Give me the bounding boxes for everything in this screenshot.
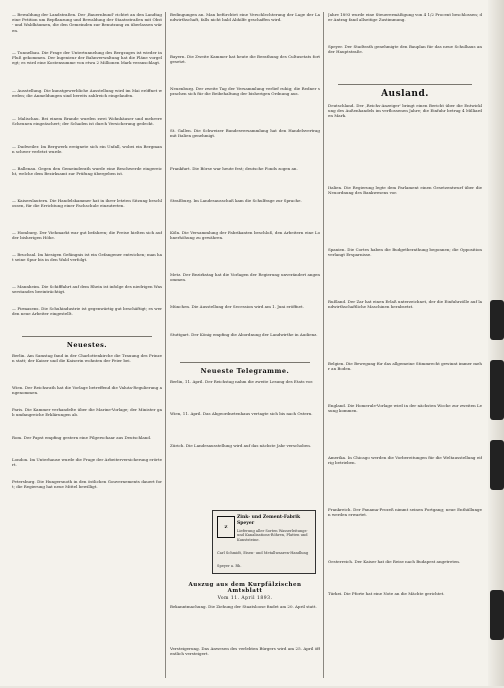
- facing-page-figure: [490, 440, 504, 490]
- article-paragraph: Jahre 1893 wurde eine Steuerermäßigung von 4 1/2 Procent beschlossen; der Antrag fand allseitige Zustimmung.: [328, 12, 482, 23]
- article-paragraph: Bayern. Die Zweite Kammer hat heute die Berathung des Cultusetats fortgesetzt.: [170, 54, 320, 65]
- advertisement-title: Zink- und Zement-Fabrik Speyer: [237, 515, 301, 526]
- facing-page-figure: [490, 360, 504, 420]
- section-divider: [180, 362, 310, 363]
- article-paragraph: Frankfurt. Die Börse war heute fest; deutsche Fonds zogen an.: [170, 166, 298, 171]
- article-paragraph: — Kaiserslautern. Die Handelskammer hat in ihrer letzten Sitzung beschlossen, für die Errichtung einer Fachschule einzutreten.: [12, 198, 162, 209]
- section-divider: [338, 84, 472, 85]
- left-column: [12, 12, 162, 511]
- article-paragraph: Türkei. Die Pforte hat eine Note an die Mächte gerichtet.: [328, 591, 445, 596]
- advertisement-text: Lieferung aller Sorten Wasserleitungs- und Kanalisations-Röhren, Platten und Kunststeine.: [237, 529, 308, 542]
- article-paragraph: Spanien. Die Cortes haben die Budgetberathung begonnen; die Opposition verlangt Ersparnisse.: [328, 247, 482, 258]
- article-paragraph: Petersburg. Die Hungersnoth in den östlichen Gouvernements dauert fort; die Regierung hat neue Mittel bewilligt.: [12, 479, 162, 490]
- section-heading: Ausland.: [381, 89, 429, 99]
- article-paragraph: — Dudweiler. Im Bergwerk ereignete sich ein Unfall, wobei ein Bergmann schwer verletzt wurde.: [12, 144, 162, 155]
- article-paragraph: — Tunnelbau. Die Frage der Untertunnelung des Bergzuges ist wieder in Fluß gekommen. Der Ingenieur der Bahnverwaltung hat die Pläne vorgelegt; es wird eine Kostensumme von etwa 2 Millionen Mark veranschlagt.: [12, 50, 162, 66]
- article-paragraph: — Pirmasens. Die Schuhindustrie ist gegenwärtig gut beschäftigt; es werden neue Arbeiter eingestellt.: [12, 306, 162, 317]
- amtsblatt-heading: Auszug aus dem Kurpfälzischen Amtsblatt: [188, 582, 302, 594]
- article-paragraph: — Bruchsal. Im hiesigen Gefängnis ist ein Gefangener entwichen; man hat seine Spur bis in den Wald verfolgt.: [12, 252, 162, 263]
- article-paragraph: London. Im Unterhause wurde die Frage der Arbeiterversicherung erörtert.: [12, 457, 162, 468]
- column-divider: [323, 12, 324, 678]
- article-paragraph: Wien, 11. April. Das Abgeordnetenhaus vertagte sich bis nach Ostern.: [170, 411, 313, 416]
- article-paragraph: Köln. Die Versammlung der Fabrikanten beschloß, den Arbeitern eine Lohnerhöhung zu gewähren.: [170, 230, 320, 241]
- amtsblatt-section: [170, 580, 320, 688]
- article-paragraph: Belgien. Die Bewegung für das allgemeine Stimmrecht gewinnt immer mehr an Boden.: [328, 361, 482, 372]
- section-heading: Neuestes.: [66, 341, 108, 349]
- advertisement-company: Carl Schmidt, Eisen- und Metallwaaren-Handlung: [217, 551, 309, 555]
- article-paragraph: Italien. Die Regierung legte dem Parlament einen Gesetzentwurf über die Neuordnung des Bankwesens vor.: [328, 185, 482, 196]
- article-paragraph: Versteigerung. Das Anwesen des verlebten Bürgers wird am 25. April öffentlich versteigert.: [170, 646, 320, 657]
- advertiser-logo: Z: [217, 516, 235, 538]
- article-paragraph: Deutschland. Der ‚Reichs-Anzeiger' bringt einen Bericht über die Entwicklung des Außenhandels im verflossenen Jahre; die Einfuhr betrug 4 Milliarden Mark.: [328, 103, 482, 119]
- article-paragraph: St. Gallen. Die Schweizer Bundesversammlung hat den Handelsvertrag mit Italien genehmigt.: [170, 128, 320, 139]
- article-paragraph: Oesterreich. Der Kaiser hat die Reise nach Budapest angetreten.: [328, 559, 461, 564]
- advertisement-box: [212, 510, 316, 574]
- section-divider: [22, 336, 152, 337]
- article-paragraph: Neuenburg. Der zweite Tag der Versammlung verlief ruhig; die Redner sprachen sich für die Beibehaltung der bisherigen Ordnung aus.: [170, 86, 320, 97]
- advertisement-location: Speyer a. Rh.: [217, 564, 242, 568]
- article-paragraph: — Homburg. Der Viehmarkt war gut befahren; die Preise hielten sich auf der bisherigen Höhe.: [12, 230, 162, 241]
- article-paragraph: Stuttgart. Der König empfing die Abordnung der Landwirthe in Audienz.: [170, 332, 318, 337]
- article-paragraph: Zürich. Die Landesausstellung wird auf das nächste Jahr verschoben.: [170, 443, 312, 448]
- article-paragraph: — Ballenau. Gegen den Gemeinderath wurde eine Beschwerde eingereicht, welche dem Bezirksamt zur Prüfung übergeben ist.: [12, 166, 162, 177]
- article-paragraph: Paris. Die Kammer verhandelte über die Marine-Vorlage; der Minister gab umfangreiche Erklärungen ab.: [12, 407, 162, 418]
- facing-page-figure: [490, 590, 504, 640]
- article-paragraph: — Ausstellung. Die kunstgewerbliche Ausstellung wird im Mai eröffnet werden; die Anmeldungen sind bereits zahlreich eingelaufen.: [12, 88, 162, 99]
- amtsblatt-date: Vom 11. April 1893.: [217, 596, 273, 601]
- article-paragraph: Bekanntmachung. Die Ziehung der Staatsloose findet am 20. April statt.: [170, 604, 317, 609]
- column-divider: [165, 12, 166, 678]
- facing-page-figure: [490, 300, 504, 340]
- article-paragraph: München. Die Ausstellung der Secession wird am 1. Juni eröffnet.: [170, 304, 304, 309]
- article-paragraph: England. Die Homerule-Vorlage wird in der nächsten Woche zur zweiten Lesung kommen.: [328, 403, 482, 414]
- article-paragraph: Berlin, 11. April. Der Reichstag nahm die zweite Lesung des Etats vor.: [170, 379, 314, 384]
- facing-page-edge: [488, 0, 504, 686]
- article-paragraph: Speyer. Der Stadtrath genehmigte den Bauplan für das neue Schulhaus an der Hauptstraße.: [328, 44, 482, 55]
- article-paragraph: Straßburg. Im Landesausschuß kam die Schulfrage zur Sprache.: [170, 198, 302, 203]
- article-paragraph: Wien. Der Reichsrath hat die Vorlage betreffend die Valuta-Regulierung angenommen.: [12, 385, 162, 396]
- article-paragraph: — Malischau. Bei einem Brande wurden zwei Wohnhäuser und mehrere Scheunen eingeäschert; der Schaden ist durch Versicherung gedeckt.: [12, 116, 162, 127]
- article-paragraph: Amerika. In Chicago werden die Vorbereitungen für die Weltausstellung eifrig betrieben.: [328, 455, 482, 466]
- article-paragraph: Frankreich. Der Panama-Prozeß nimmt seinen Fortgang; neue Enthüllungen werden erwartet.: [328, 507, 482, 518]
- right-column: [328, 12, 482, 623]
- article-paragraph: Metz. Der Bezirkstag hat die Vorlagen der Regierung unverändert angenommen.: [170, 272, 320, 283]
- article-paragraph: — Bewaldung der Landstraßen. Der ‚Bauernbund' richtet an den Landtag eine Petition um Bepflanzung und Bewaldung der Staatsstraßen mit Obst- und Waldbäumen, die den Gemeinden zur Benutzung zu überlassen wären.: [12, 12, 162, 33]
- article-paragraph: — Mannheim. Die Schifffahrt auf dem Rhein ist infolge des niedrigen Wasserstandes beeinträchtigt.: [12, 284, 162, 295]
- article-paragraph: Berlin. Am Samstag fand in der Charlottenkirche die Trauung des Prinzen statt; der Kaiser und die Kaiserin wohnten der Feier bei.: [12, 353, 162, 364]
- article-paragraph: Rom. Der Papst empfing gestern eine Pilgerschaar aus Deutschland.: [12, 435, 152, 440]
- article-paragraph: Rußland. Der Zar hat einen Erlaß unterzeichnet, der die Einfuhrzölle auf landwirthschaftliche Maschinen herabsetzt.: [328, 299, 482, 310]
- section-heading: Neueste Telegramme.: [200, 367, 290, 375]
- middle-column: [170, 12, 320, 471]
- article-paragraph: Bedingungen an. Man befürchtet eine Verschlechterung der Lage der Landwirthschaft, falls nicht bald Abhilfe geschaffen wird.: [170, 12, 320, 23]
